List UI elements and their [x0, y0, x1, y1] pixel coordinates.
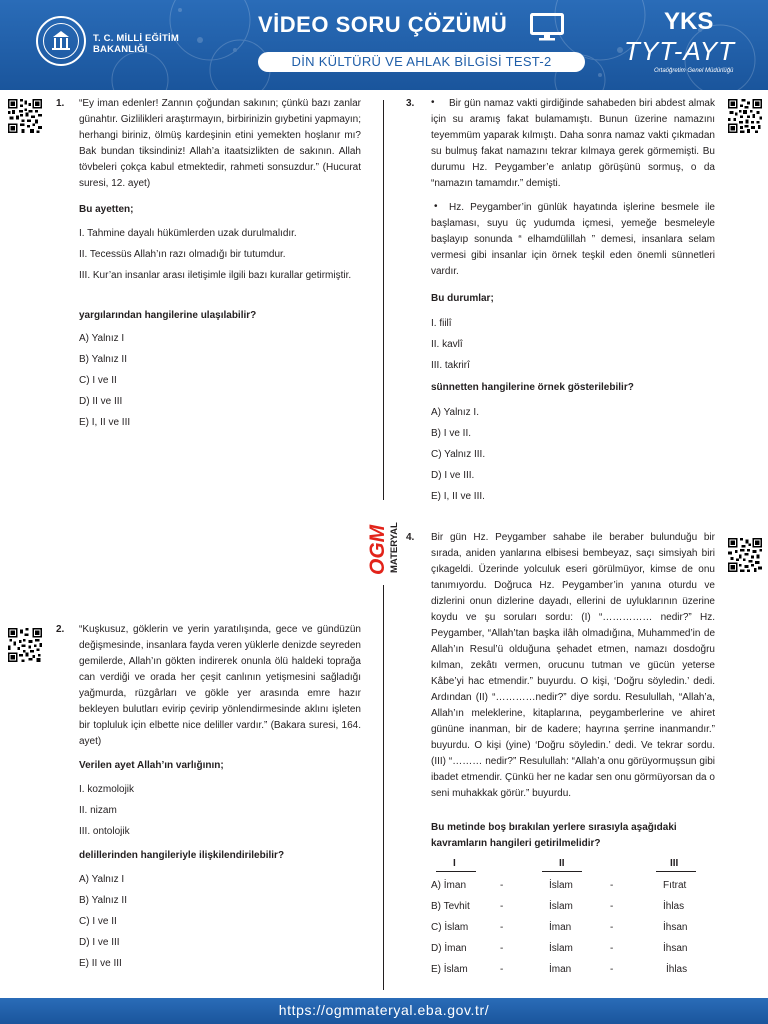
option-letter: C) İslam — [431, 922, 469, 933]
question-3-bullet-2-marker: • — [434, 201, 438, 212]
option-last: İhsan — [663, 922, 688, 933]
qr-code-q4[interactable] — [728, 538, 762, 572]
question-2-option-a[interactable]: A) Yalnız I — [79, 874, 125, 885]
subject-label: DİN KÜLTÜRÜ VE AHLAK BİLGİSİ TEST-2 — [258, 52, 585, 72]
question-3-option-b[interactable]: B) I ve II. — [431, 428, 472, 439]
page-title: VİDEO SORU ÇÖZÜMÜ — [258, 12, 508, 37]
question-3-item-3: III. takrirî — [431, 360, 470, 371]
option-last: İhlas — [663, 901, 685, 912]
option-letter: E) İslam — [431, 964, 468, 975]
option-letter: D) İman — [431, 943, 467, 954]
column-divider-bottom — [383, 585, 384, 990]
question-1-lead: Bu ayetten; — [79, 204, 134, 215]
question-2-item-3: III. ontolojik — [79, 826, 130, 837]
option-dash: - — [610, 964, 614, 975]
question-3-item-2: II. kavlî — [431, 339, 463, 350]
question-1-item-1: I. Tahmine dayalı hükümlerden uzak durulmalıdır. — [79, 228, 297, 239]
option-dash: - — [610, 922, 614, 933]
question-3-item-1: I. fiilî — [431, 318, 452, 329]
option-middle: İman — [549, 922, 572, 933]
ogm-logo-text: OGM — [366, 524, 389, 575]
question-2-item-2: II. nizam — [79, 805, 117, 816]
option-middle: İslam — [549, 901, 573, 912]
question-4-col-header-1: I — [453, 858, 456, 869]
question-4-text: Bir gün Hz. Peygamber sahabe ile beraber bulunduğu bir sırada, aniden yanlarına elbisesi bembeyaz, saçı simsiyah biri çıkageldi. Üzerinde yolculuk eseri görülmüyor, kimse de onu tanımıyordu. Doğruca Hz. Peygamber’in yanına oturdu ve dizlerini onun dizlerine dayadı, ellerini de uyluklarının üzerine koydu ve şu soruları sordu: (I) “…………… nedir?” Hz. Peygamber, “Allah’tan başka ilâh olmadığına, Muhammed’in de Allah’ın Resul’ü olduğuna şehadet etmen, namazı dosdoğru kılman, zekâtı vermen, orucunu tutman ve gücün yeterse Kâbe’yi hac etmendir.” buyurdu. O kişi, ‘Doğru söyledin.’ dedi. Ardından (II) “…………nedir?” diye sordu. Resulullah, “Allah’a, Allah’ın meleklerine, kitaplarına, peygamberlerine ve ahiret gününe inanman, bir de kadere; hayrına şerrine inanmandır.” buyurdu. O kişi (yine) ‘Doğru söyledin.’ dedi. Ve tekrar sordu. (III) “……… nedir?” Resulullah: “Allah’a onu görüyormuşsun gibi ibadet etmendir. Çünkü her ne kadar sen onu görmüyorsan da o seni muhakkak görür.” buyurdu. — [431, 532, 715, 799]
question-3-number: 3. — [406, 98, 415, 109]
question-1-option-d[interactable]: D) II ve III — [79, 396, 123, 407]
exam-sub-label: TYT-AYT — [624, 36, 736, 66]
option-middle: İslam — [549, 880, 573, 891]
ministry-logo — [36, 16, 86, 66]
question-3-bullet-1-marker: • — [431, 97, 435, 108]
question-2-option-b[interactable]: B) Yalnız II — [79, 895, 127, 906]
option-letter: A) İman — [431, 880, 467, 891]
question-2-option-d[interactable]: D) I ve III — [79, 937, 120, 948]
option-dash: - — [610, 943, 614, 954]
question-2-number: 2. — [56, 624, 65, 635]
option-last: Fıtrat — [663, 880, 687, 891]
question-4-col-header-3: III — [670, 858, 679, 869]
option-dash: - — [500, 943, 504, 954]
option-last: İhsan — [663, 943, 688, 954]
question-3-bullet-1: Bir gün namaz vakti girdiğinde sahabeden biri abdest almak için su aramış fakat bulamamıştı. Bunun üzerine namazını teyemmüm yaparak kılmıştı. Daha sonra namaz vakti çıkmadan su bulmuş fakat namazını tekrar kılmaya gerek görmemişti. Bu durumu Hz. Peygamber’e anlatıp görüşünü sormuş, o da “namazın tamamdır.” demişti. — [431, 98, 715, 189]
option-middle: İslam — [549, 943, 573, 954]
question-2-item-1: I. kozmolojik — [79, 784, 135, 795]
question-1-option-e[interactable]: E) I, II ve III — [79, 417, 131, 428]
column-divider-top — [383, 100, 384, 500]
question-4-col-underline-2 — [542, 871, 582, 872]
option-dash: - — [500, 922, 504, 933]
option-last: İhlas — [666, 964, 688, 975]
question-3-bullet-2: Hz. Peygamber’in günlük hayatında işlerine besmele ile başlaması, suyu üç yudumda içmesi, yemeğe besmeleyle başlayıp sonunda “ elhamdülillah ” demesi, insanlara selam vermesi gibi insanlar için örnek teşkil eden önemli sünnetleri vardır. — [431, 202, 715, 277]
question-3-lead: Bu durumlar; — [431, 293, 494, 304]
option-middle: İman — [549, 964, 572, 975]
question-2-text: “Kuşkusuz, göklerin ve yerin yaratılışında, gece ve gündüzün değişmesinde, insanlara fayda veren yüklerle denizde seyreden gemilerde, Allah’ın gökten indirerek onunla ölü haldeki toprağa can verdiği ve orada her çeşit canlının yetişmesini sağladığı yağmurda, rüzgârları ve gökle yer arasında emre hazır bekleyen bulutları evirip çevirip yönlendirmesinde aklını işleten bir topluluk için elbette nice deliller vardır.” (Bakara suresi, 164. ayet) — [79, 624, 361, 747]
question-1-item-3: III. Kur’an insanlar arası iletişimle ilgili bazı kurallar getirmiştir. — [79, 270, 352, 281]
question-2-stem: delillerinden hangileriyle ilişkilendirilebilir? — [79, 850, 285, 861]
exam-label: YKS — [664, 8, 714, 35]
ogm-materyal-logo — [366, 505, 402, 577]
question-1-item-2: II. Tecessüs Allah’ın razı olmadığı bir tutumdur. — [79, 249, 286, 260]
ogm-materyal-text: MATERYAL — [389, 522, 400, 573]
option-dash: - — [610, 880, 614, 891]
monitor-icon — [530, 13, 564, 41]
option-dash: - — [500, 901, 504, 912]
question-4-col-header-2: II — [559, 858, 565, 869]
option-dash: - — [500, 964, 504, 975]
question-3-option-e[interactable]: E) I, II ve III. — [431, 491, 485, 502]
question-1-stem: yargılarından hangilerine ulaşılabilir? — [79, 310, 257, 321]
question-4-col-underline-3 — [656, 871, 696, 872]
question-3-option-c[interactable]: C) Yalnız III. — [431, 449, 486, 460]
ministry-name: T. C. MİLLİ EĞİTİM BAKANLIĞI — [93, 33, 179, 55]
question-1-text: “Ey iman edenler! Zannın çoğundan sakının; çünkü bazı zanlar günahtır. Gizlilikleri araştırmayın, birbirinizin gıybetini yapmayın; herhangi biriniz, ölmüş kardeşinin etini yemekten hoşlanır mı? Bak bundan tiksindiniz! Allah’a itaatsizlikten de sakının. Allah tövbeleri çokça kabul etmektedir, rahmeti sonsuzdur.” (Hucurat suresi, 12. ayet) — [79, 98, 361, 189]
question-3-stem: sünnetten hangilerine örnek gösterilebilir? — [431, 382, 634, 393]
footer-url-link[interactable]: https://ogmmateryal.eba.gov.tr/ — [278, 1002, 490, 1018]
qr-code-q2[interactable] — [8, 628, 42, 662]
qr-code-q1[interactable] — [8, 99, 42, 133]
department-label: Ortaöğretim Genel Müdürlüğü — [654, 68, 734, 74]
page-header — [0, 0, 768, 90]
question-1-number: 1. — [56, 98, 65, 109]
question-3-option-d[interactable]: D) I ve III. — [431, 470, 475, 481]
question-4-col-underline-1 — [436, 871, 476, 872]
option-dash: - — [500, 880, 504, 891]
question-2-option-c[interactable]: C) I ve II — [79, 916, 117, 927]
option-dash: - — [610, 901, 614, 912]
question-4-number: 4. — [406, 532, 415, 543]
question-2-option-e[interactable]: E) II ve III — [79, 958, 122, 969]
question-3-option-a[interactable]: A) Yalnız I. — [431, 407, 479, 418]
question-4-stem: Bu metinde boş bırakılan yerlere sırasıyla aşağıdaki kavramların hangileri getirilmelidir? — [431, 822, 677, 849]
qr-code-q3[interactable] — [728, 99, 762, 133]
question-1-option-c[interactable]: C) I ve II — [79, 375, 117, 386]
question-2-lead: Verilen ayet Allah’ın varlığının; — [79, 760, 224, 771]
page-footer — [0, 998, 768, 1024]
question-1-option-b[interactable]: B) Yalnız II — [79, 354, 127, 365]
option-letter: B) Tevhit — [431, 901, 470, 912]
question-1-option-a[interactable]: A) Yalnız I — [79, 333, 125, 344]
